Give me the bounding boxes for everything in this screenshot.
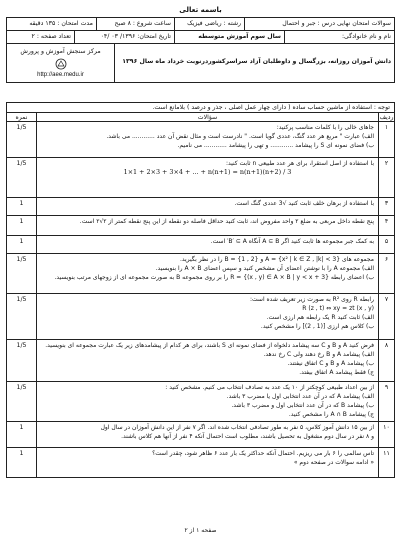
question-line: از بین ۱۵ دانش آموز کلاس، ۵ نفر به طور تصادفی انتخاب شده اند. اگر ۷ نفر از این دانش آموزان در سال اول — [100, 424, 374, 431]
question-text — [37, 340, 378, 381]
question-score: 1/5 — [7, 254, 37, 293]
question-number: ۷ — [378, 294, 394, 339]
question-line: « ادامه سوالات در صفحه دوم » — [293, 459, 374, 466]
question-number: ۱ — [378, 122, 394, 157]
question-row — [7, 381, 394, 421]
question-number: ۱۰ — [378, 422, 394, 447]
exam-description: دانش آموزان روزانه، بزرگسال و داوطلبان آزاد سراسرکشوردرنوبت خرداد ماه سال ۱۳۹۶ — [114, 44, 394, 83]
header-row-2 — [7, 31, 394, 44]
question-line: الف) ثابت کنید R یک رابطه هم ارزی است. — [266, 314, 374, 321]
question-line: جاهای خالی را با کلمات مناسب پرکنید: — [276, 124, 374, 131]
question-line: ب) پیشامد A و B و C اتفاق نیفتند. — [287, 360, 374, 367]
question-score: 1/5 — [7, 340, 37, 381]
question-text — [37, 122, 378, 157]
center-block — [7, 44, 114, 83]
question-score: 1/5 — [7, 294, 37, 339]
exam-duration: مدت امتحان : ۱۳۵ دقیقه — [29, 20, 93, 27]
question-text — [37, 382, 378, 421]
question-line: ب) اعضای رابطه R = {(x , y) ∈ A × B | y < x + 3} را بر روی مجموعه B به صورت مجموعه ای از زوجهای مرتب بنویسید. — [54, 274, 374, 281]
center-name: مرکز سنجش آموزش و پرورش — [20, 48, 101, 55]
question-line: الف) عبارت " مربع هر عدد گنگ، عددی گویا است. " نادرست است و مثال نقض آن عدد ............ می باشد. — [106, 133, 374, 140]
question-number: ۸ — [378, 340, 394, 381]
center-logo — [10, 58, 111, 72]
question-row — [7, 121, 394, 157]
question-text — [37, 448, 378, 477]
question-number: ۹ — [378, 382, 394, 421]
question-row — [7, 197, 394, 215]
question-score: 1 — [7, 448, 37, 477]
question-line: با استفاده از اصل استقرا، برای هر عدد طبیعی n ثابت کنید: — [225, 160, 374, 167]
question-text — [37, 198, 378, 215]
question-line: و ۸ نفر در سال دوم مشغول به تحصیل باشند، مطلوب است احتمال آنکه ۴ نفر از آنها هم کلاس باشند. — [121, 433, 374, 440]
question-line: ب) کلاس هم ارزی [(1 , 2)] را مشخص کنید. — [260, 323, 374, 330]
question-line: ج) فقط پیشامد A اتفاق بیفتد. — [299, 369, 374, 376]
question-text — [37, 158, 378, 197]
question-row — [7, 215, 394, 235]
question-line: ب) پیشامد B که در آن عدد انتخابی اول و مضرب ۳ باشد. — [231, 402, 374, 409]
question-line: تاس سالمی را ۶ بار می ریزیم. احتمال آنکه حداکثر یک بار عدد ۶ ظاهر شود، چقدر است؟ — [152, 450, 374, 457]
question-line: الف) پیشامد A و B رخ دهند ولی C رخ ندهد. — [263, 351, 374, 358]
question-score: 1 — [7, 236, 37, 253]
grade-label: سال سوم آموزش متوسطه — [174, 31, 284, 43]
question-number: ۶ — [378, 254, 394, 293]
question-line: الف) مجموعه A را با نوشتن اعضای آن مشخص کنید و سپس اعضای A × B را بنویسید. — [155, 265, 374, 272]
question-row — [7, 253, 394, 293]
question-line: ج) پیشامد A ∩ B را مشخص کنید. — [288, 411, 374, 418]
question-line: ب) فضای نمونه ای S را پیشامد ............ و تهی را پیشامد ............ می نامیم. — [177, 142, 374, 149]
question-line: به کمک جبر مجموعه ها ثابت کنید اگر A ⊆ B آنگاه B′ ⊆ A′ است. — [210, 238, 374, 245]
question-row — [7, 339, 394, 381]
start-time: ساعت شروع : ۸ صبح — [96, 18, 174, 30]
col-score: نمره — [7, 113, 37, 121]
header-row-1 — [7, 18, 394, 31]
exam-header — [6, 17, 395, 83]
question-line: پنج نقطه داخل مربعی به ضلع ۲ واحد مفروض اند، ثابت کنید حداقل فاصله دو نقطه از این پنج نقطه کمتر از ۲√۲ است. — [79, 218, 374, 225]
col-num: ردیف — [379, 114, 394, 121]
question-score: 1/5 — [7, 158, 37, 197]
question-line: الف) پیشامد A که در آن عدد انتخابی اول یا مضرب ۳ باشد. — [226, 393, 374, 400]
question-text — [37, 236, 378, 253]
page-footer: صفحه ۱ از ۲ — [184, 527, 217, 534]
question-row — [7, 447, 394, 477]
top-title: باسمه تعالی — [179, 6, 222, 14]
question-number: ۴ — [378, 216, 394, 235]
question-score: 1 — [7, 422, 37, 447]
question-line: رابطه R روی R² به صورت زیر تعریف شده است: — [250, 296, 374, 303]
center-url: http://aee.medu.ir — [37, 72, 84, 78]
col-questions: سؤالات — [197, 114, 218, 121]
question-row — [7, 293, 394, 339]
questions-table — [6, 121, 395, 478]
question-row — [7, 421, 394, 447]
exam-date: تاریخ امتحان: ۱۳۹۶/ ۰۳ /۰۴ — [74, 31, 174, 43]
question-row — [7, 157, 394, 197]
question-line: مجموعه های A = {x² | k ∈ Z , |k| < 3} و B = {1 , 2} را در نظر بگیرید. — [179, 256, 374, 263]
question-number: ۱۱ — [378, 448, 394, 477]
question-number: ۳ — [378, 198, 394, 215]
question-formula: 1×1 + 2×3 + 3×4 + ... + n(n+1) = n(n+1)(n+2) / 3 — [123, 168, 292, 176]
header-row-3 — [7, 44, 394, 83]
question-text — [37, 422, 378, 447]
question-score: 1/5 — [7, 122, 37, 157]
question-score: 1 — [7, 198, 37, 215]
question-text — [37, 254, 378, 293]
question-text — [37, 216, 378, 235]
lesson-title: سوالات امتحان نهایی درس : جبر و احتمال — [244, 18, 394, 30]
question-text — [37, 294, 378, 339]
question-line: فرض کنید A و B و C سه پیشامد دلخواه از فضای نمونه ای S باشند، برای هر کدام از پیشامدهای زیر یک عبارت مجموعه ای بنویسید. — [45, 342, 374, 349]
question-line: (x , y) R (z , t) ⇔ xy = zt — [302, 305, 374, 312]
page-count: تعداد صفحه : ۲ — [31, 33, 71, 40]
question-row — [7, 235, 394, 253]
question-line: از بین اعداد طبیعی کوچکتر از ۱۰ یک عدد به تصادف انتخاب می کنیم. مشخص کنید : — [165, 384, 374, 391]
logo-icon — [54, 58, 68, 70]
question-score: 1/5 — [7, 382, 37, 421]
exam-page — [6, 6, 395, 538]
exam-banner — [6, 86, 395, 101]
question-score: 1 — [7, 216, 37, 235]
question-number: ۵ — [378, 236, 394, 253]
field-label: رشته : ریاضی فیزیک — [174, 18, 244, 30]
calculator-note: توجه : استفاده از ماشین حساب ساده ( دارای چهار عمل اصلی ، جذر و درصد ) بلامانع است. — [6, 102, 395, 113]
student-name-label: نام و نام خانوادگی: — [284, 31, 394, 43]
question-number: ۲ — [378, 158, 394, 197]
question-line: با استفاده از برهان خلف ثابت کنید √3 عددی گنگ است. — [234, 200, 374, 207]
